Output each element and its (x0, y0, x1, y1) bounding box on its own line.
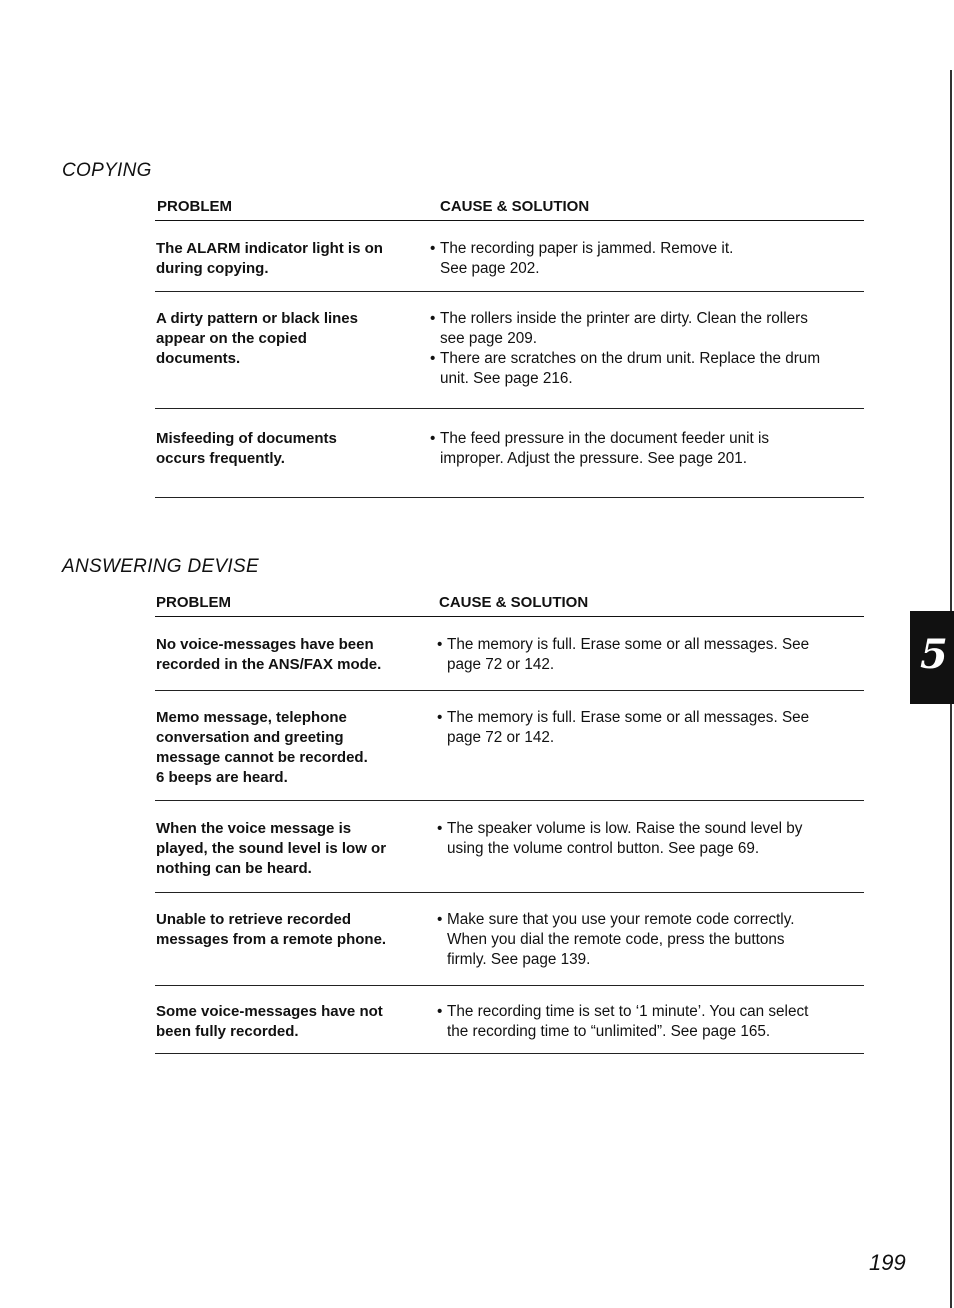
table-row (155, 292, 864, 409)
problem-cell: No voice-messages have been recorded in the ANS/FAX mode. (156, 636, 382, 673)
bullet-icon: • (437, 636, 443, 653)
problem-header: PROBLEM (157, 198, 232, 215)
table-header (155, 594, 864, 617)
bullet-icon: • (430, 310, 436, 327)
solution-cell (430, 309, 820, 389)
solution-item: • The memory is full. Erase some or all messages. See page 72 or 142. (437, 636, 810, 673)
solution-item: • The rollers inside the printer are dirty. Clean the rollers see page 209. (430, 310, 808, 347)
problem-cell: When the voice message is played, the sound level is low or nothing can be heard. (156, 820, 387, 877)
solution-item: • There are scratches on the drum unit. Replace the drum unit. See page 216. (430, 350, 821, 387)
chapter-number: 5 (920, 631, 948, 678)
problem-cell: Memo message, telephone conversation and greeting message cannot be recorded. 6 beeps are heard. (156, 709, 368, 786)
table-header (155, 198, 864, 221)
solution-cell (437, 910, 794, 970)
bullet-icon: • (430, 240, 436, 257)
solution-header: CAUSE & SOLUTION (439, 594, 589, 611)
table-row (155, 801, 864, 893)
table-row (155, 893, 864, 986)
problem-cell: The ALARM indicator light is on during copying. (156, 240, 383, 277)
bullet-icon: • (430, 430, 436, 447)
table-row (155, 691, 864, 801)
solution-item: • The speaker volume is low. Raise the sound level by using the volume control button. See page 69. (437, 820, 803, 857)
solution-cell (437, 708, 809, 748)
bullet-icon: • (437, 911, 443, 928)
table-row (155, 986, 864, 1054)
solution-item: • Make sure that you use your remote code correctly. When you dial the remote code, press the buttons firmly. See page 139. (437, 911, 795, 968)
solution-cell (430, 429, 769, 469)
solution-item: • The memory is full. Erase some or all messages. See page 72 or 142. (437, 709, 810, 746)
chapter-tab (910, 611, 954, 704)
table-row (155, 617, 864, 691)
problem-cell: Misfeeding of documents occurs frequently. (156, 430, 337, 467)
copying-table (155, 198, 864, 498)
bullet-icon: • (437, 709, 443, 726)
bullet-icon: • (430, 350, 436, 367)
solution-item: • The feed pressure in the document feeder unit is improper. Adjust the pressure. See page 201. (430, 430, 770, 467)
solution-item: • The recording paper is jammed. Remove it. See page 202. (430, 240, 734, 277)
problem-cell: Some voice-messages have not been fully recorded. (156, 1003, 383, 1040)
problem-cell: A dirty pattern or black lines appear on the copied documents. (156, 310, 358, 367)
problem-cell: Unable to retrieve recorded messages from a remote phone. (156, 911, 387, 948)
solution-cell (437, 635, 809, 675)
solution-cell (437, 819, 802, 859)
solution-item: • The recording time is set to ‘1 minute’. You can select the recording time to “unlimited”. See page 165. (437, 1003, 809, 1040)
table-row (155, 409, 864, 498)
solution-cell (437, 1002, 808, 1042)
section-title-copying: COPYING (62, 160, 152, 181)
solution-cell (430, 239, 733, 279)
bullet-icon: • (437, 820, 443, 837)
answering-devise-table (155, 594, 864, 1054)
table-row (155, 221, 864, 292)
page-number: 199 (869, 1250, 906, 1275)
problem-header: PROBLEM (156, 594, 231, 611)
section-title-answering-devise: ANSWERING DEVISE (62, 556, 259, 577)
bullet-icon: • (437, 1003, 443, 1020)
solution-header: CAUSE & SOLUTION (440, 198, 590, 215)
